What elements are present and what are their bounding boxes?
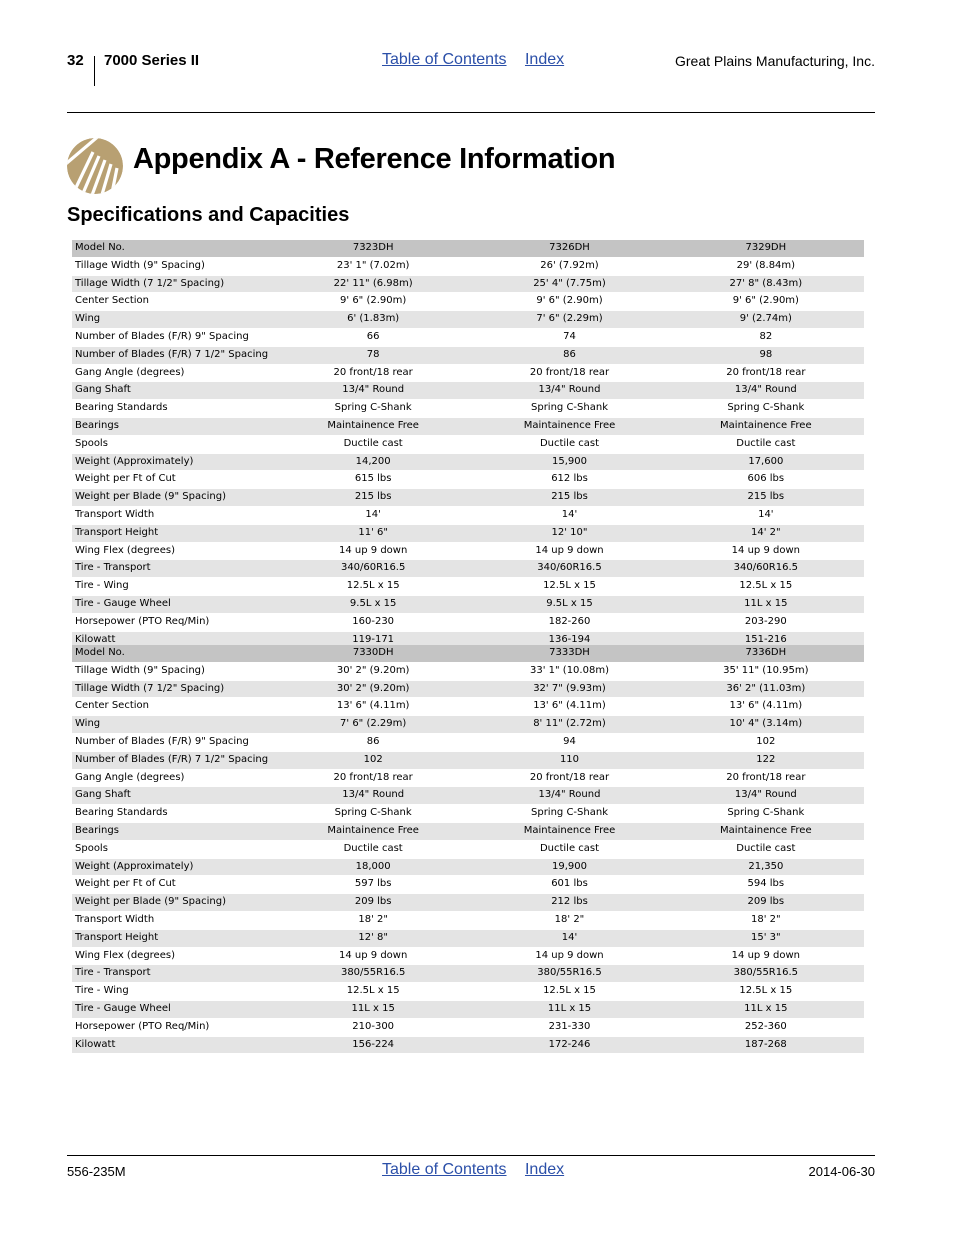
cell-value: 203-290 xyxy=(668,613,864,631)
row-label: Tillage Width (9" Spacing) xyxy=(72,257,275,275)
cell-value: 215 lbs xyxy=(471,489,667,507)
table-row xyxy=(72,595,864,613)
cell-value: 86 xyxy=(275,733,471,751)
cell-value: 13/4" Round xyxy=(668,787,864,805)
spec-table-1 xyxy=(72,240,864,649)
cell-value: 33' 1" (10.08m) xyxy=(471,662,667,680)
row-label: Wing Flex (degrees) xyxy=(72,947,275,965)
cell-value: 12.5L x 15 xyxy=(471,983,667,1001)
row-label: Center Section xyxy=(72,293,275,311)
cell-value: 14' xyxy=(275,506,471,524)
cell-value: 612 lbs xyxy=(471,471,667,489)
cell-value: 9.5L x 15 xyxy=(275,595,471,613)
cell-value: 11L x 15 xyxy=(471,1000,667,1018)
table-row xyxy=(72,578,864,596)
cell-value: 32' 7" (9.93m) xyxy=(471,680,667,698)
cell-value: 14 up 9 down xyxy=(668,542,864,560)
table-row xyxy=(72,733,864,751)
row-label: Tire - Transport xyxy=(72,965,275,983)
cell-value: 78 xyxy=(275,346,471,364)
row-label: Tire - Gauge Wheel xyxy=(72,1000,275,1018)
table-row xyxy=(72,435,864,453)
cell-value: Maintainence Free xyxy=(471,822,667,840)
row-label: Model No. xyxy=(72,240,275,257)
toc-link[interactable]: Table of Contents xyxy=(382,1161,507,1178)
cell-value: 14 up 9 down xyxy=(471,542,667,560)
cell-value: 136-194 xyxy=(471,631,667,649)
great-plains-logo-icon xyxy=(67,138,123,194)
cell-value: 13/4" Round xyxy=(471,382,667,400)
table-row xyxy=(72,698,864,716)
table-row xyxy=(72,311,864,329)
cell-value: 12' 10" xyxy=(471,524,667,542)
row-label: Weight (Approximately) xyxy=(72,858,275,876)
cell-value: 14' xyxy=(471,929,667,947)
cell-value: Spring C-Shank xyxy=(471,805,667,823)
cell-value: 11L x 15 xyxy=(275,1000,471,1018)
cell-value: Maintainence Free xyxy=(668,822,864,840)
cell-value: 252-360 xyxy=(668,1018,864,1036)
cell-value: 25' 4" (7.75m) xyxy=(471,275,667,293)
table-row xyxy=(72,346,864,364)
table-row xyxy=(72,542,864,560)
cell-value: 20 front/18 rear xyxy=(668,769,864,787)
cell-value: 20 front/18 rear xyxy=(668,364,864,382)
cell-value: 27' 8" (8.43m) xyxy=(668,275,864,293)
row-label: Gang Angle (degrees) xyxy=(72,769,275,787)
cell-value: Ductile cast xyxy=(471,840,667,858)
page-title: Appendix A - Reference Information xyxy=(133,143,616,175)
cell-value: 340/60R16.5 xyxy=(668,560,864,578)
header-divider xyxy=(94,56,95,86)
company-name: Great Plains Manufacturing, Inc. xyxy=(675,53,875,69)
cell-value: 7' 6" (2.29m) xyxy=(471,311,667,329)
row-label: Bearing Standards xyxy=(72,400,275,418)
cell-value: Spring C-Shank xyxy=(275,400,471,418)
table-row xyxy=(72,876,864,894)
table-row xyxy=(72,471,864,489)
cell-value: Ductile cast xyxy=(275,435,471,453)
doc-number: 556-235M xyxy=(67,1164,126,1179)
cell-value: 11L x 15 xyxy=(668,595,864,613)
cell-value: 18' 2" xyxy=(668,911,864,929)
row-label: Horsepower (PTO Req/Min) xyxy=(72,613,275,631)
row-label: Gang Shaft xyxy=(72,382,275,400)
row-label: Tire - Transport xyxy=(72,560,275,578)
cell-value: 606 lbs xyxy=(668,471,864,489)
table-row xyxy=(72,275,864,293)
cell-value: 231-330 xyxy=(471,1018,667,1036)
row-label: Number of Blades (F/R) 7 1/2" Spacing xyxy=(72,346,275,364)
cell-value: 182-260 xyxy=(471,613,667,631)
cell-value: 14 up 9 down xyxy=(275,542,471,560)
row-label: Tire - Wing xyxy=(72,983,275,1001)
table-row xyxy=(72,1036,864,1054)
cell-value: 209 lbs xyxy=(275,894,471,912)
cell-value: 15' 3" xyxy=(668,929,864,947)
cell-value: 172-246 xyxy=(471,1036,667,1054)
cell-value: Ductile cast xyxy=(668,840,864,858)
row-label: Horsepower (PTO Req/Min) xyxy=(72,1018,275,1036)
cell-value: 9.5L x 15 xyxy=(471,595,667,613)
table-row xyxy=(72,680,864,698)
table-row xyxy=(72,947,864,965)
row-label: Wing xyxy=(72,311,275,329)
row-label: Gang Angle (degrees) xyxy=(72,364,275,382)
table-row xyxy=(72,894,864,912)
table-row xyxy=(72,506,864,524)
cell-value: 8' 11" (2.72m) xyxy=(471,716,667,734)
cell-value: 340/60R16.5 xyxy=(471,560,667,578)
cell-value: 215 lbs xyxy=(668,489,864,507)
cell-value: 7326DH xyxy=(471,240,667,257)
cell-value: 11L x 15 xyxy=(668,1000,864,1018)
table-row xyxy=(72,929,864,947)
table-row xyxy=(72,364,864,382)
table-row xyxy=(72,911,864,929)
row-label: Center Section xyxy=(72,698,275,716)
cell-value: 20 front/18 rear xyxy=(471,364,667,382)
cell-value: 29' (8.84m) xyxy=(668,257,864,275)
cell-value: 18' 2" xyxy=(275,911,471,929)
cell-value: Spring C-Shank xyxy=(668,400,864,418)
cell-value: 35' 11" (10.95m) xyxy=(668,662,864,680)
row-label: Weight per Ft of Cut xyxy=(72,876,275,894)
table-row xyxy=(72,1000,864,1018)
row-label: Number of Blades (F/R) 7 1/2" Spacing xyxy=(72,751,275,769)
cell-value: 9' 6" (2.90m) xyxy=(275,293,471,311)
row-label: Wing xyxy=(72,716,275,734)
cell-value: 14 up 9 down xyxy=(275,947,471,965)
row-label: Number of Blades (F/R) 9" Spacing xyxy=(72,733,275,751)
spec-table-2 xyxy=(72,645,864,1054)
table-header-row xyxy=(72,240,864,257)
cell-value: 380/55R16.5 xyxy=(471,965,667,983)
cell-value: 119-171 xyxy=(275,631,471,649)
cell-value: 13' 6" (4.11m) xyxy=(668,698,864,716)
cell-value: 66 xyxy=(275,328,471,346)
row-label: Bearings xyxy=(72,417,275,435)
table-row xyxy=(72,805,864,823)
cell-value: 13/4" Round xyxy=(275,382,471,400)
cell-value: 156-224 xyxy=(275,1036,471,1054)
table-row xyxy=(72,965,864,983)
cell-value: 82 xyxy=(668,328,864,346)
table-row xyxy=(72,787,864,805)
table-row xyxy=(72,328,864,346)
cell-value: 615 lbs xyxy=(275,471,471,489)
row-label: Tillage Width (7 1/2" Spacing) xyxy=(72,680,275,698)
row-label: Tire - Gauge Wheel xyxy=(72,595,275,613)
cell-value: 18' 2" xyxy=(471,911,667,929)
cell-value: 19,900 xyxy=(471,858,667,876)
cell-value: 102 xyxy=(668,733,864,751)
cell-value: 151-216 xyxy=(668,631,864,649)
row-label: Bearings xyxy=(72,822,275,840)
table-row xyxy=(72,1018,864,1036)
cell-value: Maintainence Free xyxy=(471,417,667,435)
row-label: Wing Flex (degrees) xyxy=(72,542,275,560)
row-label: Tillage Width (9" Spacing) xyxy=(72,662,275,680)
cell-value: 7333DH xyxy=(471,645,667,662)
row-label: Spools xyxy=(72,840,275,858)
toc-link[interactable]: Table of Contents xyxy=(382,51,507,68)
table-row xyxy=(72,453,864,471)
cell-value: 21,350 xyxy=(668,858,864,876)
cell-value: 13' 6" (4.11m) xyxy=(471,698,667,716)
cell-value: 7330DH xyxy=(275,645,471,662)
cell-value: 12' 8" xyxy=(275,929,471,947)
row-label: Number of Blades (F/R) 9" Spacing xyxy=(72,328,275,346)
table-row xyxy=(72,840,864,858)
index-link[interactable]: Index xyxy=(524,1161,565,1178)
cell-value: 18,000 xyxy=(275,858,471,876)
table-row xyxy=(72,858,864,876)
cell-value: 9' 6" (2.90m) xyxy=(668,293,864,311)
cell-value: 597 lbs xyxy=(275,876,471,894)
cell-value: 9' 6" (2.90m) xyxy=(471,293,667,311)
cell-value: Spring C-Shank xyxy=(471,400,667,418)
cell-value: Ductile cast xyxy=(275,840,471,858)
table-row xyxy=(72,822,864,840)
cell-value: 12.5L x 15 xyxy=(668,578,864,596)
cell-value: 26' (7.92m) xyxy=(471,257,667,275)
cell-value: 7323DH xyxy=(275,240,471,257)
table-row xyxy=(72,524,864,542)
cell-value: 14' 2" xyxy=(668,524,864,542)
row-label: Weight per Ft of Cut xyxy=(72,471,275,489)
cell-value: 601 lbs xyxy=(471,876,667,894)
cell-value: 187-268 xyxy=(668,1036,864,1054)
row-label: Gang Shaft xyxy=(72,787,275,805)
row-label: Transport Height xyxy=(72,929,275,947)
cell-value: 7336DH xyxy=(668,645,864,662)
header-rule xyxy=(67,112,875,113)
cell-value: 94 xyxy=(471,733,667,751)
cell-value: 86 xyxy=(471,346,667,364)
doc-date: 2014-06-30 xyxy=(808,1164,875,1179)
cell-value: 10' 4" (3.14m) xyxy=(668,716,864,734)
table-row xyxy=(72,662,864,680)
top-nav xyxy=(382,51,564,69)
cell-value: 20 front/18 rear xyxy=(471,769,667,787)
cell-value: 7329DH xyxy=(668,240,864,257)
row-label: Kilowatt xyxy=(72,1036,275,1054)
table-row xyxy=(72,751,864,769)
row-label: Transport Width xyxy=(72,506,275,524)
cell-value: Ductile cast xyxy=(471,435,667,453)
table-row xyxy=(72,417,864,435)
cell-value: 102 xyxy=(275,751,471,769)
cell-value: 22' 11" (6.98m) xyxy=(275,275,471,293)
row-label: Tire - Wing xyxy=(72,578,275,596)
table-row xyxy=(72,613,864,631)
row-label: Transport Width xyxy=(72,911,275,929)
cell-value: 380/55R16.5 xyxy=(275,965,471,983)
cell-value: 14,200 xyxy=(275,453,471,471)
cell-value: 209 lbs xyxy=(668,894,864,912)
cell-value: 7' 6" (2.29m) xyxy=(275,716,471,734)
cell-value: 594 lbs xyxy=(668,876,864,894)
table-row xyxy=(72,489,864,507)
row-label: Bearing Standards xyxy=(72,805,275,823)
row-label: Kilowatt xyxy=(72,631,275,649)
section-title: Specifications and Capacities xyxy=(67,204,350,226)
cell-value: 20 front/18 rear xyxy=(275,769,471,787)
cell-value: 13/4" Round xyxy=(275,787,471,805)
table-row xyxy=(72,400,864,418)
footer-rule xyxy=(67,1155,875,1156)
cell-value: Maintainence Free xyxy=(275,822,471,840)
cell-value: 380/55R16.5 xyxy=(668,965,864,983)
row-label: Weight per Blade (9" Spacing) xyxy=(72,489,275,507)
table-row xyxy=(72,560,864,578)
table-row xyxy=(72,293,864,311)
cell-value: Spring C-Shank xyxy=(275,805,471,823)
page-number: 32 xyxy=(67,52,84,69)
cell-value: 13/4" Round xyxy=(471,787,667,805)
cell-value: 110 xyxy=(471,751,667,769)
cell-value: 340/60R16.5 xyxy=(275,560,471,578)
cell-value: 6' (1.83m) xyxy=(275,311,471,329)
cell-value: 20 front/18 rear xyxy=(275,364,471,382)
cell-value: 14 up 9 down xyxy=(668,947,864,965)
cell-value: 30' 2" (9.20m) xyxy=(275,680,471,698)
cell-value: 12.5L x 15 xyxy=(471,578,667,596)
cell-value: Maintainence Free xyxy=(668,417,864,435)
cell-value: 17,600 xyxy=(668,453,864,471)
cell-value: 13/4" Round xyxy=(668,382,864,400)
cell-value: 36' 2" (11.03m) xyxy=(668,680,864,698)
row-label: Spools xyxy=(72,435,275,453)
cell-value: 122 xyxy=(668,751,864,769)
cell-value: 12.5L x 15 xyxy=(275,983,471,1001)
series-title: 7000 Series II xyxy=(104,52,200,69)
cell-value: 9' (2.74m) xyxy=(668,311,864,329)
table-row xyxy=(72,769,864,787)
table-row xyxy=(72,983,864,1001)
cell-value: 210-300 xyxy=(275,1018,471,1036)
cell-value: Ductile cast xyxy=(668,435,864,453)
cell-value: 74 xyxy=(471,328,667,346)
table-row xyxy=(72,716,864,734)
table-row xyxy=(72,257,864,275)
cell-value: 23' 1" (7.02m) xyxy=(275,257,471,275)
cell-value: 11' 6" xyxy=(275,524,471,542)
table-row xyxy=(72,382,864,400)
cell-value: 30' 2" (9.20m) xyxy=(275,662,471,680)
cell-value: 14 up 9 down xyxy=(471,947,667,965)
row-label: Model No. xyxy=(72,645,275,662)
cell-value: 14' xyxy=(471,506,667,524)
bottom-nav xyxy=(382,1161,564,1179)
cell-value: 13' 6" (4.11m) xyxy=(275,698,471,716)
cell-value: 215 lbs xyxy=(275,489,471,507)
row-label: Weight (Approximately) xyxy=(72,453,275,471)
index-link[interactable]: Index xyxy=(524,51,565,68)
cell-value: Spring C-Shank xyxy=(668,805,864,823)
row-label: Tillage Width (7 1/2" Spacing) xyxy=(72,275,275,293)
cell-value: 14' xyxy=(668,506,864,524)
cell-value: 12.5L x 15 xyxy=(275,578,471,596)
cell-value: 212 lbs xyxy=(471,894,667,912)
row-label: Transport Height xyxy=(72,524,275,542)
cell-value: 98 xyxy=(668,346,864,364)
table-header-row xyxy=(72,645,864,662)
cell-value: 160-230 xyxy=(275,613,471,631)
cell-value: Maintainence Free xyxy=(275,417,471,435)
cell-value: 15,900 xyxy=(471,453,667,471)
cell-value: 12.5L x 15 xyxy=(668,983,864,1001)
row-label: Weight per Blade (9" Spacing) xyxy=(72,894,275,912)
